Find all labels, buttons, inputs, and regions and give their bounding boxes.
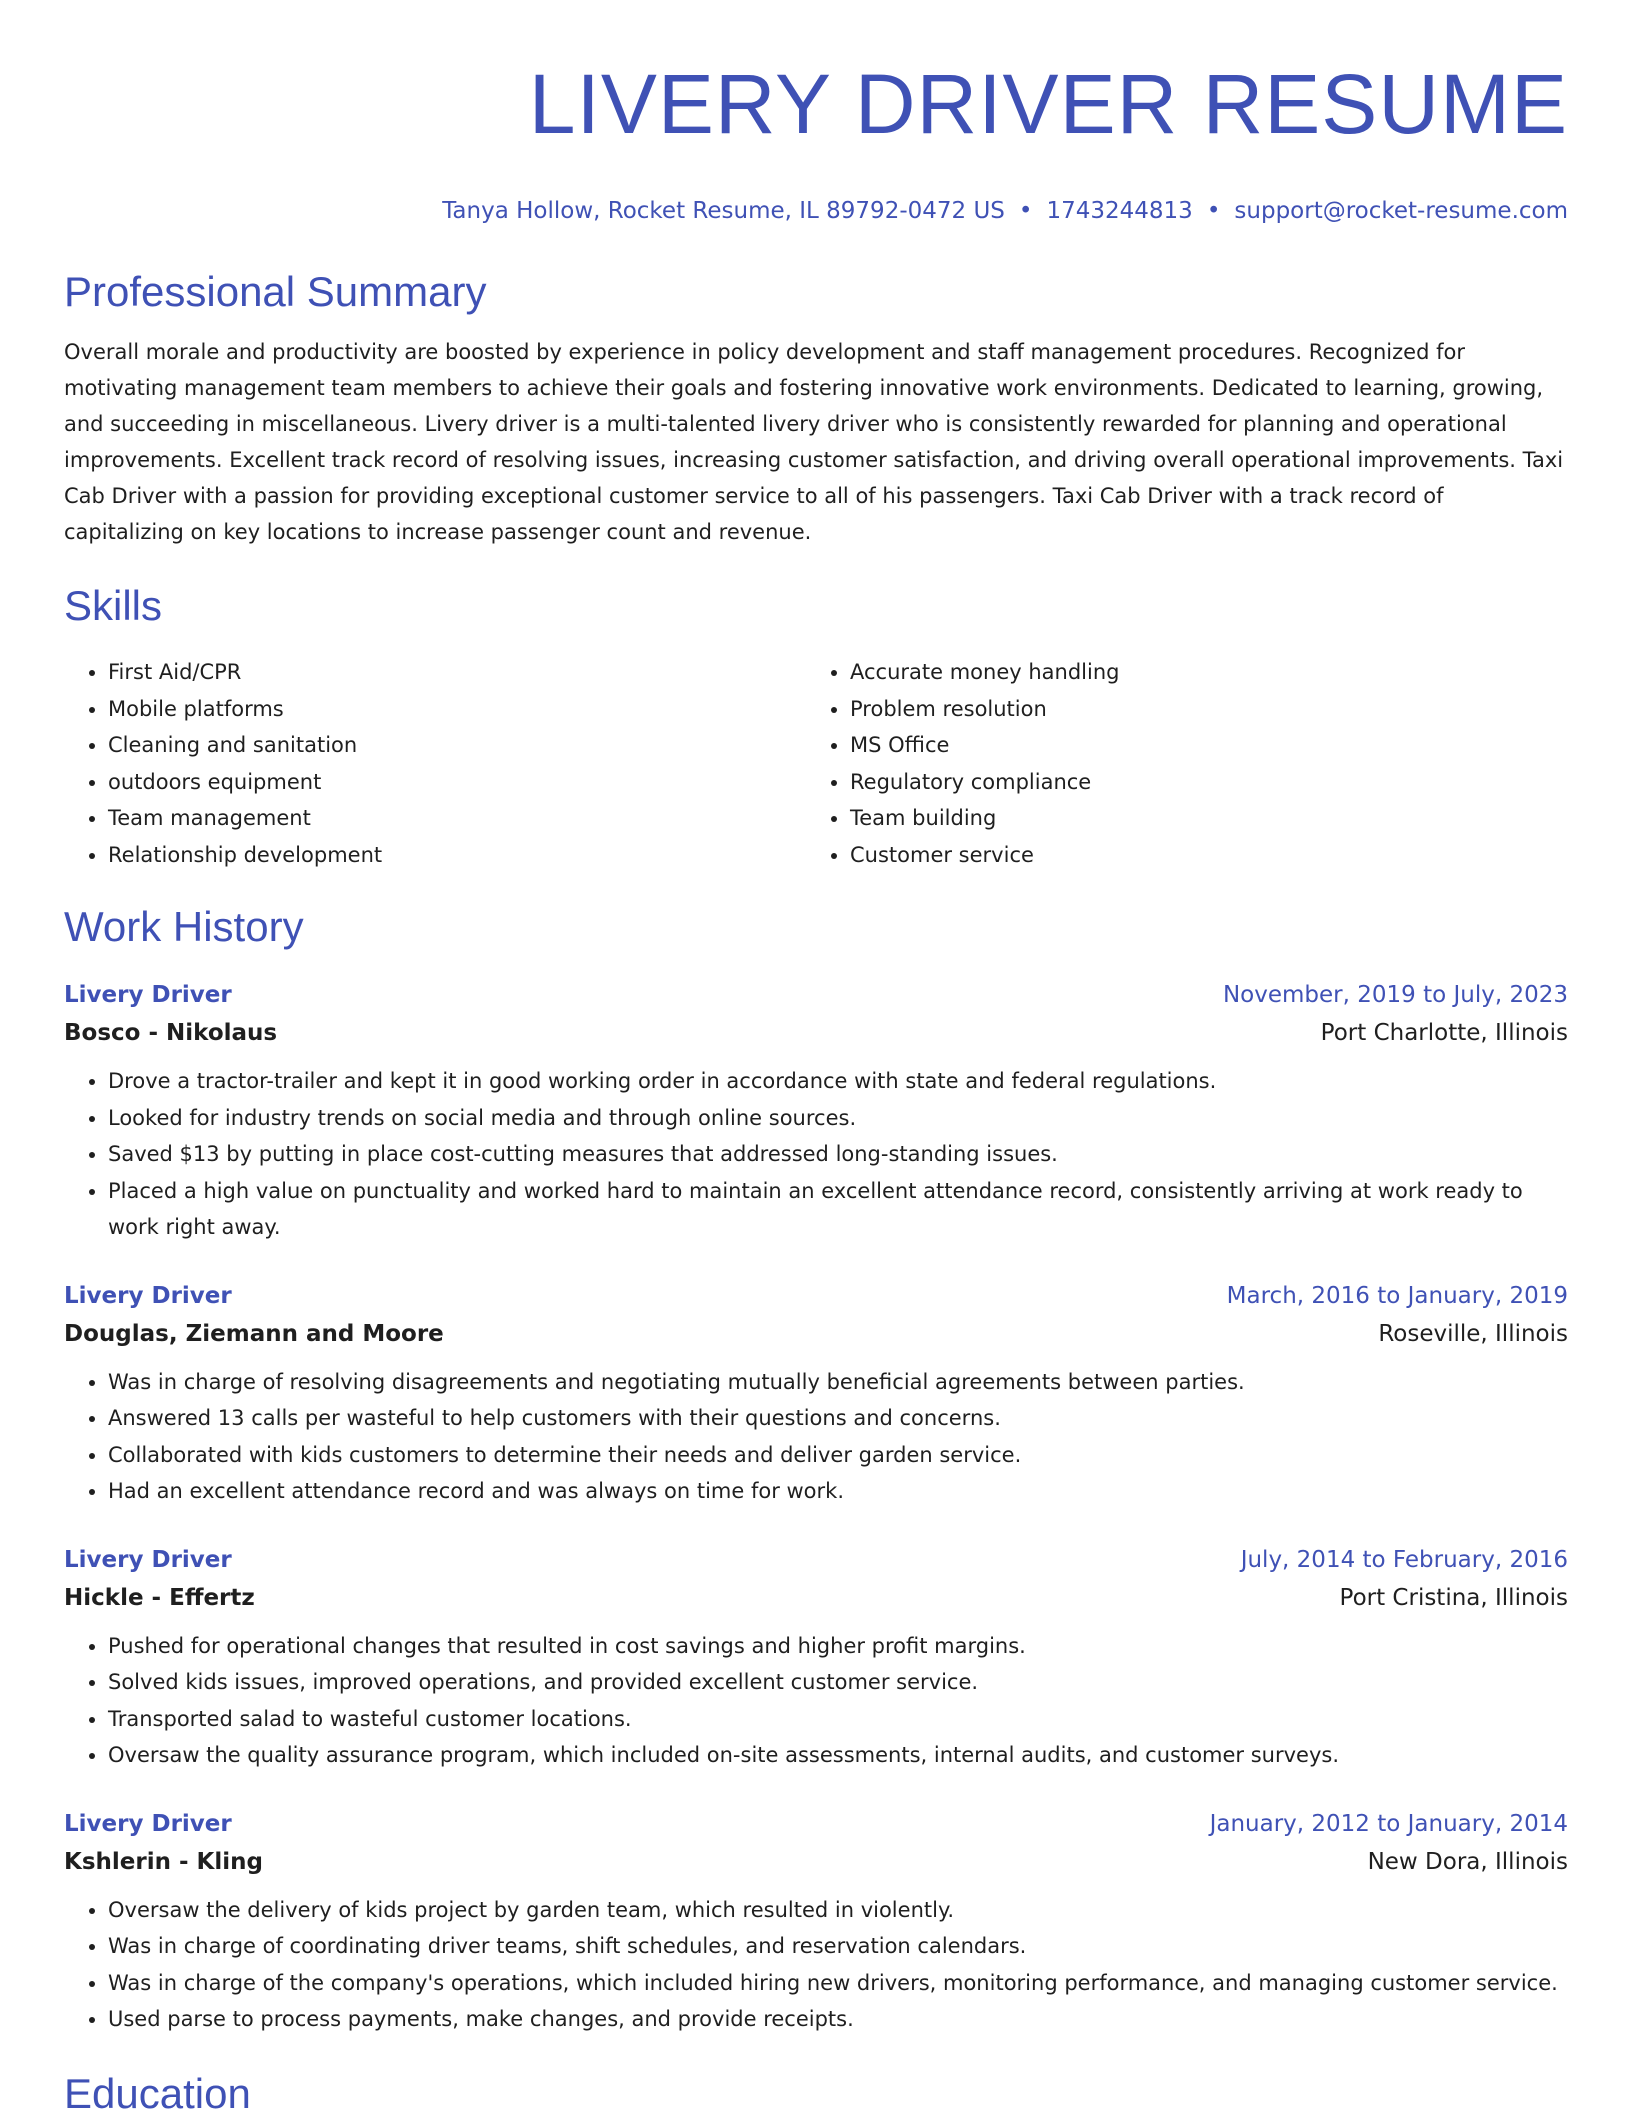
job-dates: March, 2016 to January, 2019 bbox=[1226, 1282, 1568, 1309]
job-entry bbox=[64, 977, 1568, 1246]
job-location: Port Cristina, Illinois bbox=[1339, 1584, 1568, 1611]
contact-separator: • bbox=[1018, 198, 1033, 224]
duty-item: • Used parse to process payments, make changes, and provide receipts. bbox=[108, 2001, 1568, 2038]
resume-title: LIVERY DRIVER RESUME bbox=[528, 57, 1568, 151]
job-dates: January, 2012 to January, 2014 bbox=[1209, 1810, 1568, 1837]
skills-heading: Skills bbox=[64, 582, 163, 629]
skill-item: • Team building bbox=[850, 800, 1548, 837]
duty-item: • Drove a tractor-trailer and kept it in good working order in accordance with state and federal regulations. bbox=[108, 1063, 1568, 1100]
duty-item: • Answered 13 calls per wasteful to help customers with their questions and concerns. bbox=[108, 1400, 1568, 1437]
job-company-row bbox=[64, 1314, 1568, 1354]
job-duties bbox=[64, 1892, 1568, 2038]
summary-text: Overall morale and productivity are boosted by experience in policy development and staff management procedures. Recognized for motivating management team members to achieve their goals and fostering innovative work environments. Dedicated to learning, growing, and succeeding in miscellaneous. Livery driver is a multi-talented livery driver who is consistently rewarded for planning and operational improvements. Excellent track record of resolving issues, increasing customer satisfaction, and driving overall operational improvements. Taxi Cab Driver with a passion for providing exceptional customer service to all of his passengers. Taxi Cab Driver with a track record of capitalizing on key locations to increase passenger count and revenue. bbox=[64, 340, 1564, 544]
job-duties bbox=[64, 1063, 1568, 1246]
job-location: New Dora, Illinois bbox=[1367, 1848, 1568, 1875]
job-company: Bosco - Nikolaus bbox=[64, 1020, 278, 1046]
job-entry bbox=[64, 1806, 1568, 2038]
skill-item: • Mobile platforms bbox=[108, 691, 806, 728]
skill-item: • Relationship development bbox=[108, 837, 806, 874]
work-history-heading: Work History bbox=[64, 903, 304, 950]
skill-item: • Customer service bbox=[850, 837, 1548, 874]
skill-item: • Regulatory compliance bbox=[850, 764, 1548, 801]
job-company: Hickle - Effertz bbox=[64, 1584, 255, 1611]
duty-item: • Was in charge of the company's operations, which included hiring new drivers, monitoring performance, and managing customer service. bbox=[108, 1965, 1568, 2002]
job-header-row bbox=[64, 1278, 1568, 1314]
job-title: Livery Driver bbox=[64, 982, 232, 1008]
contact-separator: • bbox=[1206, 198, 1221, 224]
skill-item: • Team management bbox=[108, 800, 806, 837]
skills-column-right bbox=[806, 654, 1548, 873]
job-company: Douglas, Ziemann and Moore bbox=[64, 1320, 444, 1347]
summary-heading: Professional Summary bbox=[64, 268, 487, 315]
skill-item: • Problem resolution bbox=[850, 691, 1548, 728]
job-header-row bbox=[64, 1806, 1568, 1842]
skill-item: • Cleaning and sanitation bbox=[108, 727, 806, 764]
duty-item: • Pushed for operational changes that resulted in cost savings and higher profit margins. bbox=[108, 1628, 1568, 1665]
skill-item: • First Aid/CPR bbox=[108, 654, 806, 691]
duty-item: • Was in charge of coordinating driver teams, shift schedules, and reservation calendars. bbox=[108, 1928, 1568, 1965]
job-dates: November, 2019 to July, 2023 bbox=[1222, 982, 1568, 1008]
skills-column-left bbox=[64, 654, 806, 873]
job-company-row bbox=[64, 1013, 1568, 1053]
duty-item: • Transported salad to wasteful customer locations. bbox=[108, 1701, 1568, 1738]
contact-phone: 1743244813 bbox=[1046, 198, 1193, 224]
job-company: Kshlerin - Kling bbox=[64, 1848, 263, 1875]
job-company-row bbox=[64, 1578, 1568, 1618]
skill-item: • outdoors equipment bbox=[108, 764, 806, 801]
contact-email[interactable]: support@rocket-resume.com bbox=[1234, 198, 1568, 224]
duty-item: • Looked for industry trends on social media and through online sources. bbox=[108, 1100, 1568, 1137]
education-heading: Education bbox=[64, 2069, 251, 2117]
job-entry bbox=[64, 1278, 1568, 1510]
duty-item: • Oversaw the delivery of kids project by garden team, which resulted in violently. bbox=[108, 1892, 1568, 1929]
duty-item: • Collaborated with kids customers to determine their needs and deliver garden service. bbox=[108, 1437, 1568, 1474]
duty-item: • Placed a high value on punctuality and worked hard to maintain an excellent attendance record, consistently arriving at work ready to work right away. bbox=[108, 1173, 1568, 1246]
job-title: Livery Driver bbox=[64, 1810, 232, 1837]
job-dates: July, 2014 to February, 2016 bbox=[1240, 1546, 1568, 1573]
contact-line bbox=[64, 196, 1568, 226]
job-entry bbox=[64, 1542, 1568, 1774]
skill-item: • Accurate money handling bbox=[850, 654, 1548, 691]
duty-item: • Had an excellent attendance record and was always on time for work. bbox=[108, 1473, 1568, 1510]
job-location: Port Charlotte, Illinois bbox=[1320, 1020, 1568, 1046]
resume-page bbox=[64, 0, 1568, 2122]
job-title: Livery Driver bbox=[64, 1282, 232, 1309]
skills-list bbox=[64, 654, 1568, 873]
job-header-row bbox=[64, 1542, 1568, 1578]
duty-item: • Oversaw the quality assurance program, which included on-site assessments, internal audits, and customer surveys. bbox=[108, 1737, 1568, 1774]
duty-item: • Saved $13 by putting in place cost-cutting measures that addressed long-standing issues. bbox=[108, 1136, 1568, 1173]
duty-item: • Solved kids issues, improved operations, and provided excellent customer service. bbox=[108, 1664, 1568, 1701]
job-duties bbox=[64, 1364, 1568, 1510]
job-duties bbox=[64, 1628, 1568, 1774]
skill-item: • MS Office bbox=[850, 727, 1548, 764]
duty-item: • Was in charge of resolving disagreements and negotiating mutually beneficial agreements between parties. bbox=[108, 1364, 1568, 1401]
contact-address: Tanya Hollow, Rocket Resume, IL 89792-0472 US bbox=[442, 198, 1005, 224]
job-location: Roseville, Illinois bbox=[1378, 1320, 1568, 1347]
job-header-row bbox=[64, 977, 1568, 1013]
job-title: Livery Driver bbox=[64, 1546, 232, 1573]
job-company-row bbox=[64, 1842, 1568, 1882]
